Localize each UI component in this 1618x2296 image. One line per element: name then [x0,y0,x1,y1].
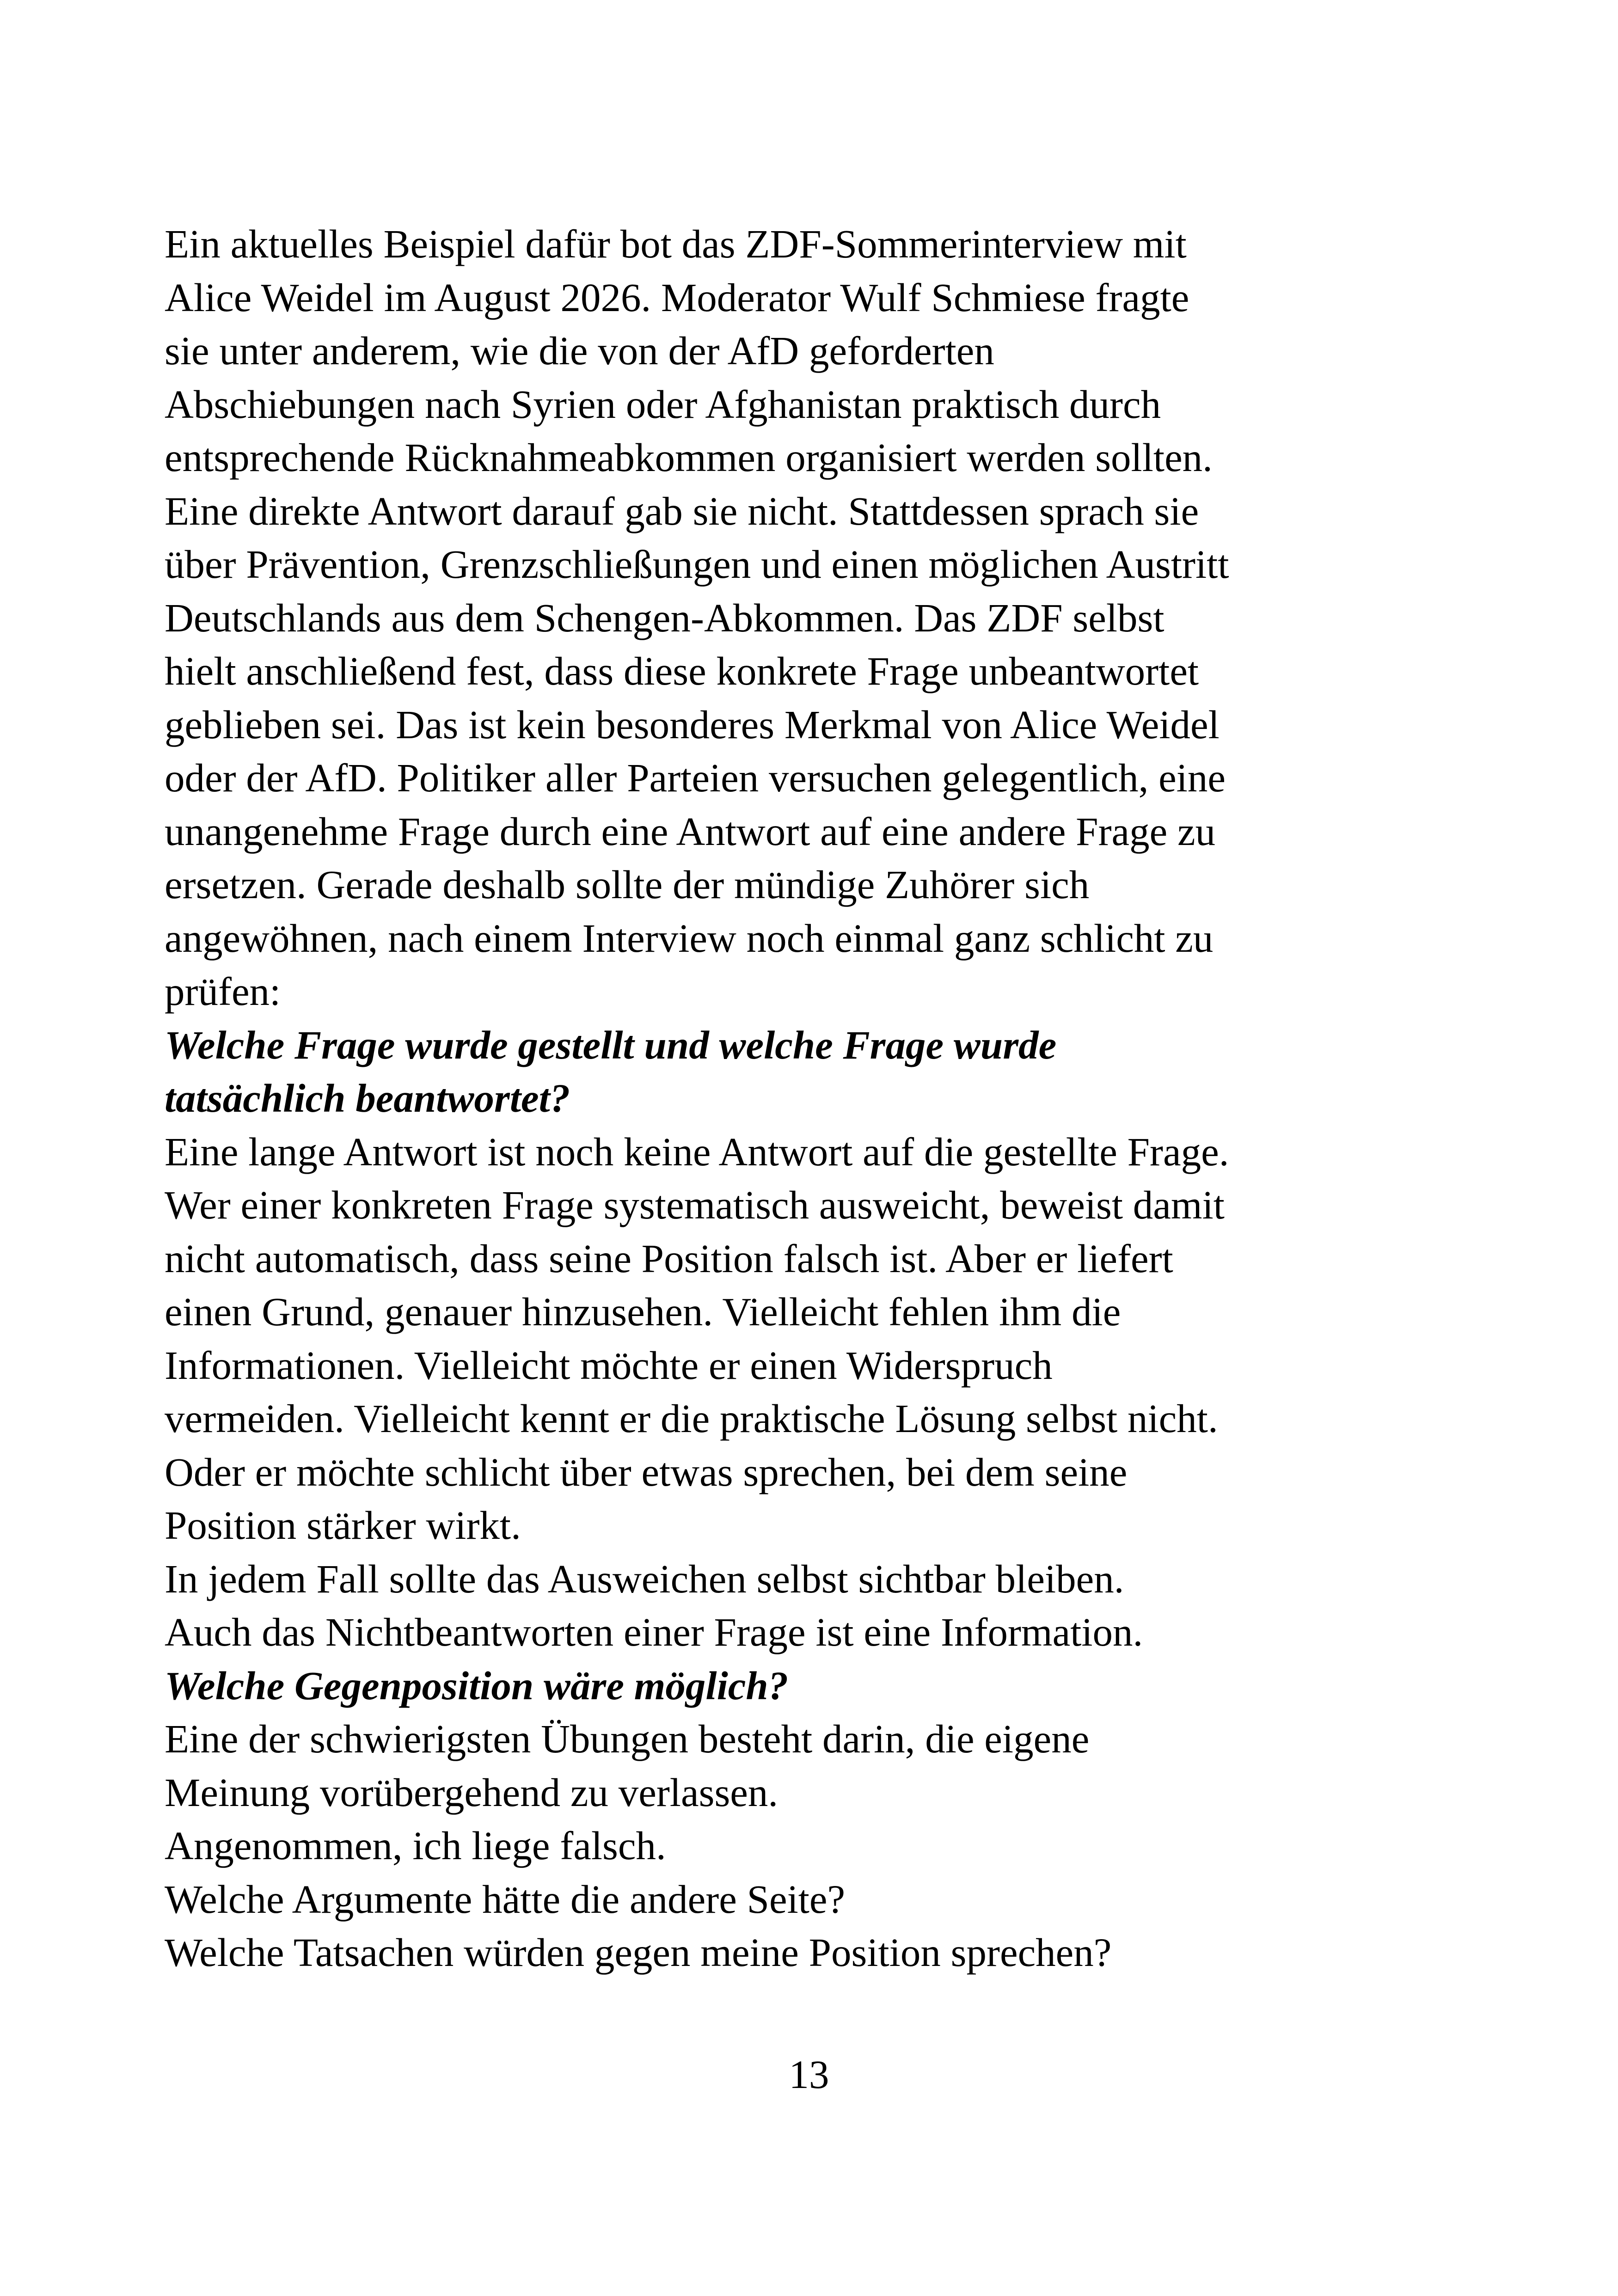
page-number: 13 [789,2052,829,2097]
text-line: ersetzen. Gerade deshalb sollte der mündige Zuhörer sich [165,862,1090,907]
text-line: geblieben sei. Das ist kein besonderes Merkmal von Alice Weidel [165,702,1220,747]
text-line: über Prävention, Grenzschließungen und einen möglichen Austritt [165,542,1229,587]
text-line: hielt anschließend fest, dass diese konkrete Frage unbeantwortet [165,649,1199,693]
text-line: oder der AfD. Politiker aller Parteien versuchen gelegentlich, eine [165,755,1226,800]
text-line: Ein aktuelles Beispiel dafür bot das ZDF-Sommerinterview mit [165,221,1187,266]
emphasized-question-line: tatsächlich beantwortet? [165,1076,570,1120]
text-line: Abschiebungen nach Syrien oder Afghanistan praktisch durch [165,381,1161,427]
text-line: Eine direkte Antwort darauf gab sie nicht. Stattdessen sprach sie [165,488,1199,533]
text-line: Oder er möchte schlicht über etwas sprechen, bei dem seine [165,1449,1128,1494]
text-line: Welche Tatsachen würden gegen meine Position sprechen? [165,1930,1112,1975]
text-line: Position stärker wirkt. [165,1503,521,1548]
text-line: Eine lange Antwort ist noch keine Antwort auf die gestellte Frage. [165,1129,1229,1174]
emphasized-question-line: Welche Gegenposition wäre möglich? [165,1663,789,1708]
text-line: nicht automatisch, dass seine Position falsch ist. Aber er liefert [165,1236,1173,1281]
text-line: Welche Argumente hätte die andere Seite? [165,1876,846,1922]
text-line: Deutschlands aus dem Schengen-Abkommen. Das ZDF selbst [165,595,1164,640]
text-line: In jedem Fall sollte das Ausweichen selbst sichtbar bleiben. [165,1556,1124,1601]
text-line: vermeiden. Vielleicht kennt er die praktische Lösung selbst nicht. [165,1396,1218,1441]
text-line: Angenommen, ich liege falsch. [165,1823,666,1868]
text-line: sie unter anderem, wie die von der AfD geforderten [165,328,994,373]
text-line: angewöhnen, nach einem Interview noch einmal ganz schlicht zu [165,915,1214,961]
text-line: Alice Weidel im August 2026. Moderator Wulf Schmiese fragte [165,275,1189,320]
text-line: unangenehme Frage durch eine Antwort auf eine andere Frage zu [165,808,1216,854]
text-line: prüfen: [165,969,281,1014]
text-line: Wer einer konkreten Frage systematisch ausweicht, beweist damit [165,1182,1225,1227]
emphasized-question-line: Welche Frage wurde gestellt und welche Frage wurde [165,1022,1057,1067]
text-line: Informationen. Vielleicht möchte er einen Widerspruch [165,1342,1053,1388]
text-line: Eine der schwierigsten Übungen besteht darin, die eigene [165,1716,1090,1761]
text-line: Meinung vorübergehend zu verlassen. [165,1769,778,1815]
text-line: entsprechende Rücknahmeabkommen organisiert werden sollten. [165,435,1213,480]
text-line: Auch das Nichtbeantworten einer Frage ist eine Information. [165,1610,1143,1654]
body-text [165,217,1598,1979]
text-line: einen Grund, genauer hinzusehen. Vielleicht fehlen ihm die [165,1289,1121,1334]
